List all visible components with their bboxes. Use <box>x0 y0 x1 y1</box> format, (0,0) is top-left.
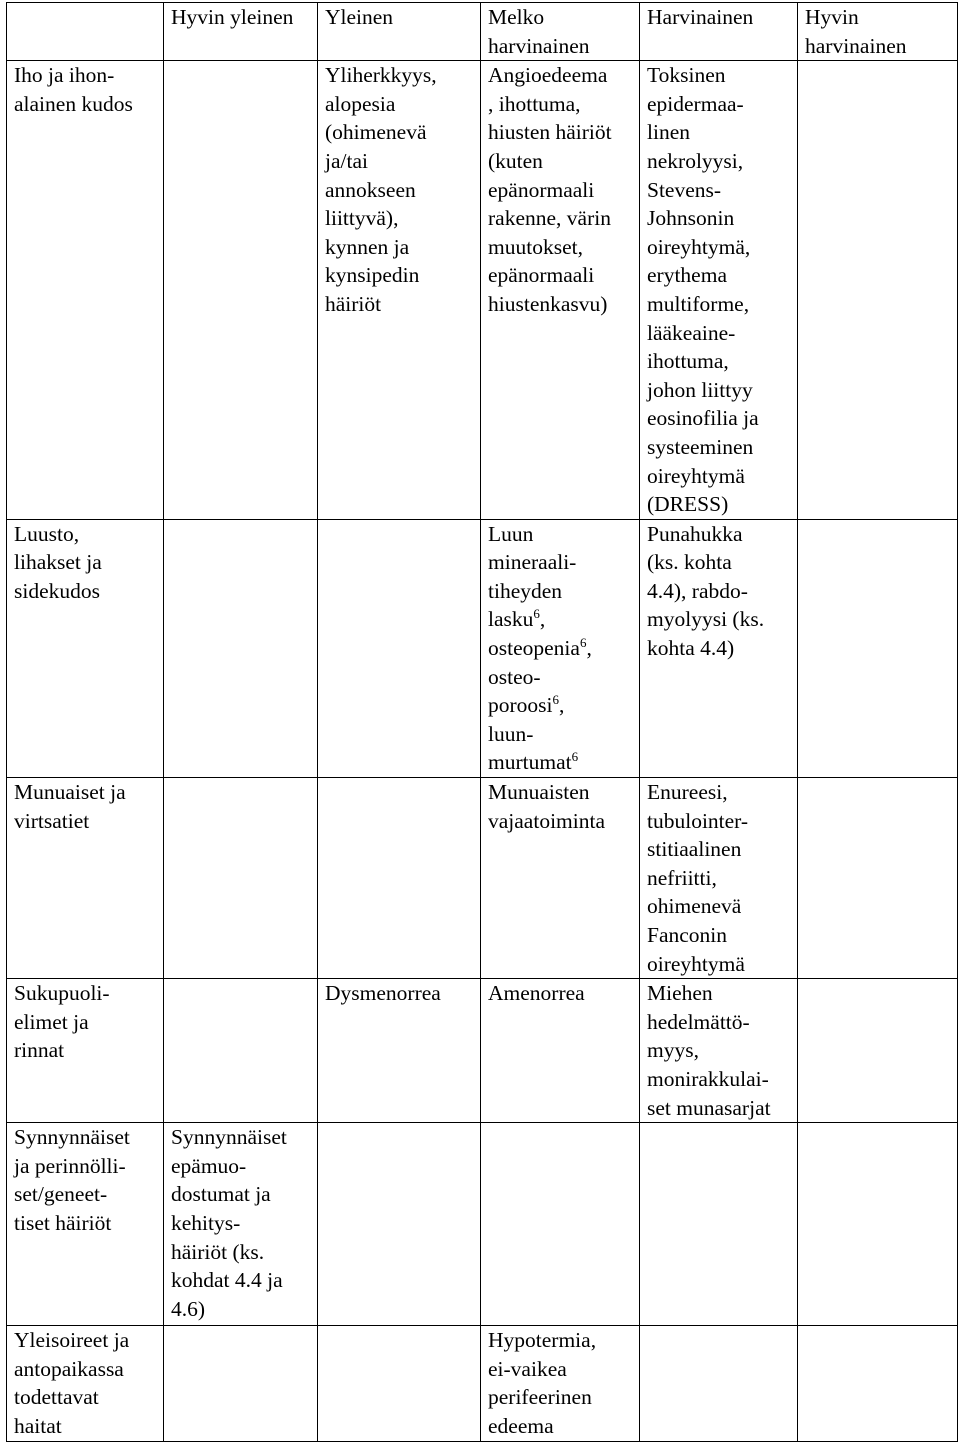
cell-text-line: Angioedeema <box>488 63 608 88</box>
rare-cell <box>640 519 798 777</box>
cell-text-line: todettavat <box>14 1385 99 1410</box>
cell-text-line: Iho ja ihon- <box>14 63 115 88</box>
cell-text-line: ei-vaikea <box>488 1356 567 1381</box>
common-cell <box>318 979 481 1123</box>
rare-cell <box>640 61 798 520</box>
footnote-ref: 6 <box>579 634 587 650</box>
very-rare-cell <box>798 61 958 520</box>
cell-text-line: myys, <box>647 1038 699 1063</box>
cell-text-line: (kuten <box>488 148 543 173</box>
very-common-cell <box>164 519 318 777</box>
very-common-cell <box>164 1123 318 1326</box>
cell-text-line: stitiaalinen <box>647 837 742 862</box>
header-rare: Harvinainen <box>640 3 798 61</box>
cell-text-line: oireyhtymä, <box>647 234 751 259</box>
cell-text-line: edeema <box>488 1413 554 1438</box>
cell-text-line: virtsatiet <box>14 808 90 833</box>
common-cell <box>318 778 481 979</box>
very-rare-cell <box>798 519 958 777</box>
cell-text-line: nekrolyysi, <box>647 148 744 173</box>
uncommon-cell <box>481 61 640 520</box>
very-common-cell <box>164 778 318 979</box>
header-uncommon: Melko harvinainen <box>481 3 640 61</box>
cell-text-line: alopesia <box>325 91 396 116</box>
cell-text-line: systeeminen <box>647 434 754 459</box>
cell-text-line: dostumat ja <box>171 1182 271 1207</box>
cell-text-line: Luusto, <box>14 521 80 546</box>
uncommon-cell <box>481 1123 640 1326</box>
footnote-ref: 6 <box>552 692 559 708</box>
cell-text-line: epänormaali <box>488 263 595 288</box>
cell-text-line: ihottuma, <box>647 349 729 374</box>
uncommon-cell <box>481 1326 640 1442</box>
cell-text-line: (ks. kohta <box>647 550 732 575</box>
cell-text-line: Dysmenorrea <box>325 981 441 1006</box>
cell-text-line: vajaatoiminta <box>488 808 606 833</box>
footnote-ref: 6 <box>533 606 540 622</box>
very-rare-cell <box>798 1123 958 1326</box>
cell-text-line: Munuaisten <box>488 780 590 805</box>
organ-class-cell <box>7 979 164 1123</box>
cell-text-line: haitat <box>14 1413 62 1438</box>
table-row <box>7 61 958 520</box>
table-row <box>7 979 958 1123</box>
cell-text-line: rakenne, värin <box>488 206 611 231</box>
cell-text-line: Johnsonin <box>647 206 735 231</box>
cell-text-line: sidekudos <box>14 578 100 603</box>
footnote-ref: 6 <box>571 749 579 765</box>
cell-text-line: Toksinen <box>647 63 726 88</box>
cell-text-line: Punahukka <box>647 521 743 546</box>
cell-text-line: Synnynnäiset <box>14 1125 130 1150</box>
cell-text-line: oireyhtymä <box>647 951 745 976</box>
very-rare-cell <box>798 1326 958 1442</box>
header-very-common: Hyvin yleinen <box>164 3 318 61</box>
cell-text-line: Yleisoireet ja <box>14 1328 130 1353</box>
cell-text-line: tiset häiriöt <box>14 1210 112 1235</box>
cell-text-line: kynsipedin <box>325 263 420 288</box>
cell-text-line: häiriöt <box>325 291 382 316</box>
cell-text-line: kohta 4.4) <box>647 636 735 661</box>
cell-text-line: Stevens- <box>647 177 722 202</box>
cell-text-line: tubulointer- <box>647 808 749 833</box>
cell-text-line: elimet ja <box>14 1009 89 1034</box>
table-row <box>7 1326 958 1442</box>
cell-text-line: kehitys- <box>171 1210 241 1235</box>
very-rare-cell <box>798 778 958 979</box>
common-cell <box>318 1326 481 1442</box>
cell-text-line: annokseen <box>325 177 416 202</box>
very-common-cell <box>164 979 318 1123</box>
cell-text-line: Hypotermia, <box>488 1328 597 1353</box>
cell-text-line: Enureesi, <box>647 780 728 805</box>
cell-text-line: hedelmättö- <box>647 1009 750 1034</box>
organ-class-cell <box>7 778 164 979</box>
cell-text-line: set/geneet- <box>14 1182 108 1207</box>
cell-text-line: kynnen ja <box>325 234 410 259</box>
cell-text-line: , ihottuma, <box>488 91 581 116</box>
cell-text-line: monirakkulai- <box>647 1066 769 1091</box>
organ-class-cell <box>7 519 164 777</box>
cell-text-line: 4.4), rabdo- <box>647 578 748 603</box>
cell-text-line: liittyvä), <box>325 206 399 231</box>
organ-class-cell <box>7 1123 164 1326</box>
cell-text-line: epämuo- <box>171 1153 247 1178</box>
cell-text-line: lihakset ja <box>14 550 102 575</box>
cell-text-line: ohimenevä <box>647 894 742 919</box>
cell-text-line: häiriöt (ks. <box>171 1239 265 1264</box>
common-cell <box>318 1123 481 1326</box>
cell-text-line: Synnynnäiset <box>171 1125 287 1150</box>
header-organ-class <box>7 3 164 61</box>
cell-text-line: hiustenkasvu) <box>488 291 608 316</box>
very-common-cell <box>164 1326 318 1442</box>
rare-cell <box>640 1326 798 1442</box>
cell-text-line: erythema <box>647 263 727 288</box>
cell-text-line: Yliherkkyys, <box>325 63 437 88</box>
cell-text-line: kohdat 4.4 ja <box>171 1268 283 1293</box>
rare-cell <box>640 979 798 1123</box>
organ-class-cell <box>7 1326 164 1442</box>
cell-text-line: (ohimenevä <box>325 120 427 145</box>
cell-text-line: (DRESS) <box>647 492 729 517</box>
common-cell <box>318 61 481 520</box>
uncommon-cell: Luun mineraali- tiheyden lasku$^6$, osteopenia$^6$, osteo- poroosi$^6$, luun- murtumat$^6$ <box>481 519 640 777</box>
cell-text-line: antopaikassa <box>14 1356 124 1381</box>
cell-text-line: nefriitti, <box>647 865 717 890</box>
cell-text-line: linen <box>647 120 690 145</box>
cell-text-line: hiusten häiriöt <box>488 120 612 145</box>
cell-text-line: eosinofilia ja <box>647 406 759 431</box>
organ-class-cell <box>7 61 164 520</box>
rare-cell <box>640 778 798 979</box>
cell-text-line: multiforme, <box>647 291 750 316</box>
cell-text-line: Fanconin <box>647 923 728 947</box>
adverse-reactions-table <box>6 2 958 1442</box>
cell-text-line: myolyysi (ks. <box>647 607 765 632</box>
cell-text-line: Sukupuoli- <box>14 981 110 1006</box>
cell-text-line: perifeerinen <box>488 1385 592 1410</box>
cell-text-line: lääkeaine- <box>647 320 736 345</box>
table-row <box>7 519 958 777</box>
cell-text-line: johon liittyy <box>647 377 753 402</box>
rare-cell <box>640 1123 798 1326</box>
cell-text-line: set munasarjat <box>647 1095 771 1120</box>
very-common-cell <box>164 61 318 520</box>
table-row <box>7 778 958 979</box>
header-common: Yleinen <box>318 3 481 61</box>
cell-text-line: epänormaali <box>488 177 595 202</box>
common-cell <box>318 519 481 777</box>
cell-text-line: Amenorrea <box>488 981 585 1006</box>
cell-text-line: 4.6) <box>171 1296 206 1321</box>
very-rare-cell <box>798 979 958 1123</box>
cell-text-line: ja perinnölli- <box>14 1153 126 1178</box>
cell-text-line: alainen kudos <box>14 91 133 116</box>
cell-text-line: Miehen <box>647 981 713 1006</box>
header-very-rare: Hyvin harvinainen <box>798 3 958 61</box>
header-row <box>7 3 958 61</box>
cell-text-line: rinnat <box>14 1038 65 1063</box>
cell-text-line: muutokset, <box>488 234 583 259</box>
cell-text-line: epidermaa- <box>647 91 744 116</box>
cell-text-line: oireyhtymä <box>647 463 745 488</box>
cell-text-line: ja/tai <box>325 148 368 173</box>
table-row <box>7 1123 958 1326</box>
cell-text-line: Munuaiset ja <box>14 780 126 805</box>
uncommon-cell <box>481 979 640 1123</box>
uncommon-cell <box>481 778 640 979</box>
